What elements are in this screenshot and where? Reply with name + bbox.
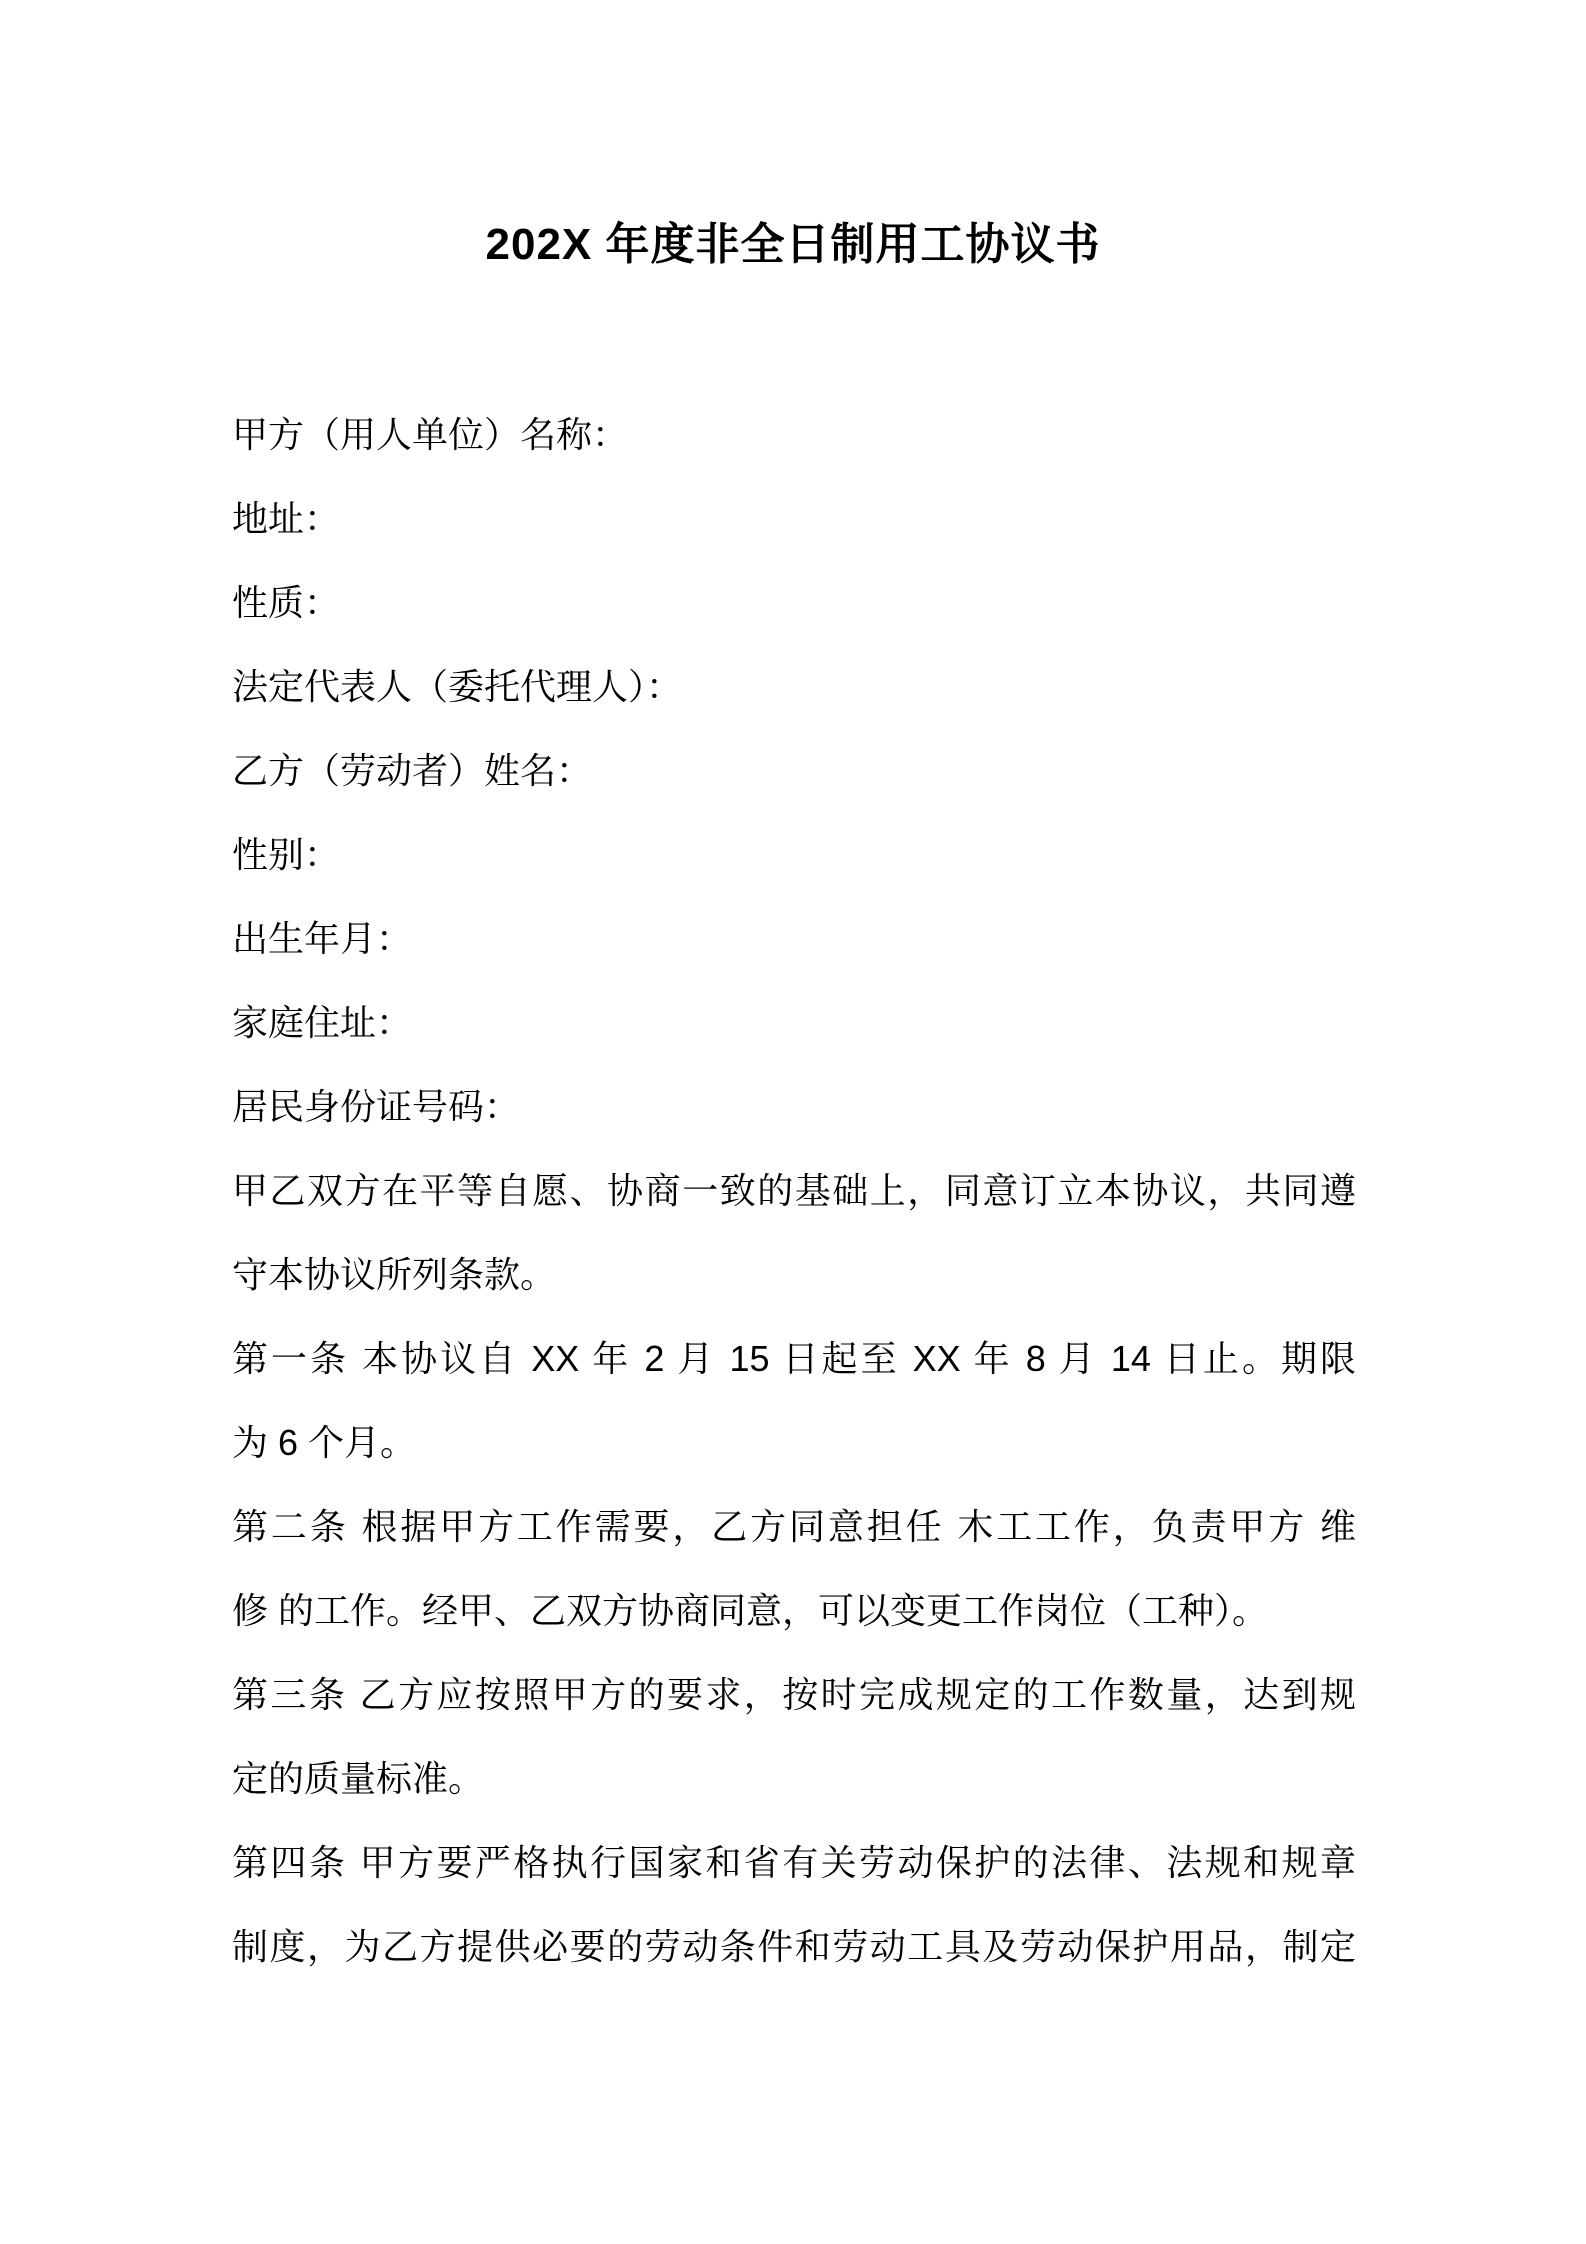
doc-line-birth-date: 出生年月： [232, 918, 413, 959]
doc-line-clause-4a: 第四条 甲方要严格执行国家和省有关劳动保护的法律、法规和规章 [232, 1842, 1356, 1883]
doc-line-clause-2b: 修 的工作。经甲、乙双方协商同意，可以变更工作岗位（工种）。 [232, 1590, 1269, 1631]
doc-line-address: 地址： [232, 498, 341, 539]
doc-line-home-address: 家庭住址： [232, 1002, 413, 1043]
doc-line-clause-3b: 定的质量标准。 [232, 1758, 485, 1799]
doc-line-preamble-1: 甲乙双方在平等自愿、协商一致的基础上，同意订立本协议，共同遵 [232, 1170, 1356, 1211]
page-title: 202X 年度非全日制用工协议书 [485, 220, 1101, 269]
doc-line-preamble-2: 守本协议所列条款。 [232, 1254, 557, 1295]
document-body [232, 393, 1356, 1989]
doc-line-id-number: 居民身份证号码： [232, 1086, 521, 1127]
doc-line-clause-2a: 第二条 根据甲方工作需要，乙方同意担任 木工工作，负责甲方 维 [232, 1506, 1356, 1547]
doc-line-party-a-name: 甲方（用人单位）名称： [232, 414, 629, 455]
doc-line-clause-1b: 为 6 个月。 [232, 1422, 417, 1463]
doc-line-party-b-name: 乙方（劳动者）姓名： [232, 750, 593, 791]
doc-line-clause-1a: 第一条 本协议自 XX 年 2 月 15 日起至 XX 年 8 月 14 日止。期限 [232, 1338, 1356, 1379]
doc-line-legal-representative: 法定代表人（委托代理人）： [232, 666, 683, 707]
doc-line-clause-4b: 制度，为乙方提供必要的劳动条件和劳动工具及劳动保护用品，制定 [232, 1926, 1356, 1967]
doc-line-clause-3a: 第三条 乙方应按照甲方的要求，按时完成规定的工作数量，达到规 [232, 1674, 1356, 1715]
doc-line-gender: 性别： [232, 834, 341, 875]
doc-line-nature: 性质： [232, 582, 341, 623]
